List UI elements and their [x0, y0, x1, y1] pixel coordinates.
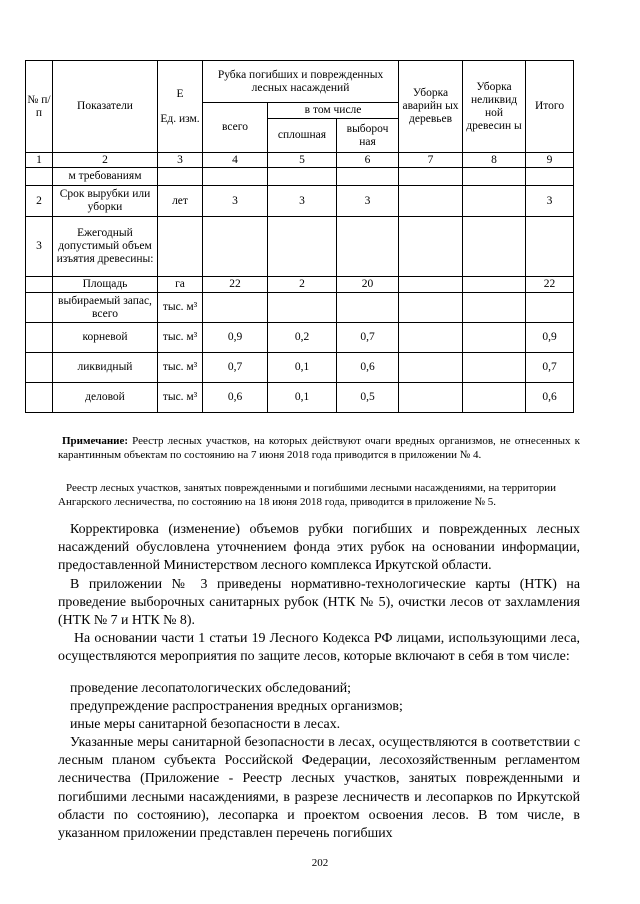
cell-unit: тыс. м³: [158, 293, 203, 323]
cell-indicator: корневой: [53, 323, 158, 353]
cell-illiquid: [463, 186, 526, 217]
cell-solid: [268, 293, 337, 323]
cell-itogo: [526, 168, 574, 186]
cell-num: [26, 383, 53, 413]
table-row: [26, 353, 574, 383]
cell-cleanup: [399, 277, 463, 293]
table-row: [26, 217, 574, 277]
cell-unit: га: [158, 277, 203, 293]
note-text-1: Реестр лесных участков, на которых действуют очаги вредных организмов, не отнесенных к карантинным объектам по состоянию на 7 июня 2018 года приводится в приложении № 4.: [58, 435, 580, 461]
header-indicators: Показатели: [53, 61, 158, 153]
col-number: 8: [463, 153, 526, 168]
header-including: в том числе: [268, 103, 399, 119]
cell-solid: [268, 217, 337, 277]
cell-num: [26, 277, 53, 293]
list-item: предупреждение распространения вредных организмов;: [70, 699, 403, 714]
cell-cleanup: [399, 168, 463, 186]
cell-illiquid: [463, 323, 526, 353]
cell-cleanup: [399, 383, 463, 413]
cell-selective: 0,5: [337, 383, 399, 413]
col-number: 5: [268, 153, 337, 168]
cell-cleanup: [399, 186, 463, 217]
cell-unit: лет: [158, 186, 203, 217]
header-illiquid: Уборка неликвид ной древесин ы: [463, 61, 526, 153]
forest-data-table: [25, 60, 574, 413]
col-number: 6: [337, 153, 399, 168]
list-item: иные меры санитарной безопасности в лесах.: [70, 717, 341, 732]
cell-selective: 0,7: [337, 323, 399, 353]
cell-illiquid: [463, 277, 526, 293]
note-paragraph-1: [58, 434, 580, 462]
cell-illiquid: [463, 217, 526, 277]
cell-itogo: 22: [526, 277, 574, 293]
cell-unit: [158, 217, 203, 277]
cell-indicator: Срок вырубки или уборки: [53, 186, 158, 217]
cell-solid: 0,1: [268, 383, 337, 413]
table-row: [26, 383, 574, 413]
table-row: [26, 168, 574, 186]
table-row: [26, 323, 574, 353]
cell-selective: 20: [337, 277, 399, 293]
cell-total: 0,9: [203, 323, 268, 353]
cell-indicator: Ежегодный допустимый объем изъятия древесины:: [53, 217, 158, 277]
cell-indicator: м требованиям: [53, 168, 158, 186]
header-solid: сплошная: [268, 119, 337, 153]
table-row: [26, 277, 574, 293]
cell-selective: [337, 168, 399, 186]
cell-solid: [268, 168, 337, 186]
table-row: [26, 186, 574, 217]
cell-total: 0,6: [203, 383, 268, 413]
cell-unit: [158, 168, 203, 186]
col-number: 7: [399, 153, 463, 168]
col-number: 4: [203, 153, 268, 168]
cell-cleanup: [399, 353, 463, 383]
cell-illiquid: [463, 293, 526, 323]
cell-itogo: 3: [526, 186, 574, 217]
cell-itogo: 0,9: [526, 323, 574, 353]
cell-total: 0,7: [203, 353, 268, 383]
cell-selective: [337, 293, 399, 323]
cell-total: [203, 217, 268, 277]
cell-num: 3: [26, 217, 53, 277]
cell-solid: 3: [268, 186, 337, 217]
cell-illiquid: [463, 353, 526, 383]
note-label: Примечание:: [62, 435, 129, 447]
page-number: 202: [311, 857, 329, 869]
cell-selective: 0,6: [337, 353, 399, 383]
cell-num: [26, 323, 53, 353]
cell-selective: [337, 217, 399, 277]
cell-total: [203, 293, 268, 323]
cell-itogo: 0,7: [526, 353, 574, 383]
col-number: 9: [526, 153, 574, 168]
header-selective: выбороч ная: [337, 119, 399, 153]
cell-solid: 0,1: [268, 353, 337, 383]
cell-solid: 0,2: [268, 323, 337, 353]
cell-itogo: [526, 293, 574, 323]
header-unit: [158, 61, 203, 153]
col-number: 3: [158, 153, 203, 168]
cell-indicator: ликвидный: [53, 353, 158, 383]
cell-cleanup: [399, 293, 463, 323]
table-row: [26, 293, 574, 323]
cell-cleanup: [399, 217, 463, 277]
cell-cleanup: [399, 323, 463, 353]
cell-illiquid: [463, 168, 526, 186]
cell-indicator: Площадь: [53, 277, 158, 293]
header-rubka: Рубка погибших и поврежденных лесных насаждений: [203, 61, 399, 103]
header-cleanup: Уборка аварийн ых деревьев: [399, 61, 463, 153]
cell-num: [26, 353, 53, 383]
paragraph-measures: Указанные меры санитарной безопасности в лесах, осуществляются в соответствии с лесным планом субъекта Российской Федерации, лесохозяйственным регламентом лесничества (Приложение - Реестр лесных участков, занятых поврежденными и погибшими лесными насаждениями, в разрезе лесничеств и лесопарков по Иркутской области по состоянию), лесопарка и проектом освоения лесов. В том числе, в указанном приложении представлен перечень погибших: [58, 735, 580, 842]
paragraph-ntk: В приложении № 3 приведены нормативно-технологические карты (НТК) на проведение выборочных санитарных рубок (НТК № 5), очистки лесов от захламления (НТК № 7 и НТК № 8).: [58, 577, 580, 629]
cell-itogo: [526, 217, 574, 277]
cell-solid: 2: [268, 277, 337, 293]
list-item: проведение лесопатологических обследований;: [70, 681, 352, 696]
cell-unit: тыс. м³: [158, 323, 203, 353]
cell-selective: 3: [337, 186, 399, 217]
cell-num: 2: [26, 186, 53, 217]
header-unit-e: Е: [176, 87, 184, 100]
header-total: всего: [203, 103, 268, 153]
col-number: 1: [26, 153, 53, 168]
note-text-2: Реестр лесных участков, занятых поврежденными и погибшими лесными насаждениями, на территории Ангарского лесничества, по состоянию на 18 июня 2018 года, приводится в приложение № 5.: [58, 482, 556, 508]
column-numbers-row: [26, 153, 574, 168]
header-unit-label: Ед. изм.: [160, 112, 200, 125]
header-num: № п/п: [26, 61, 53, 153]
cell-indicator: деловой: [53, 383, 158, 413]
cell-total: 22: [203, 277, 268, 293]
cell-unit: тыс. м³: [158, 353, 203, 383]
cell-num: [26, 293, 53, 323]
header-total-sum: Итого: [526, 61, 574, 153]
cell-itogo: 0,6: [526, 383, 574, 413]
cell-num: [26, 168, 53, 186]
col-number: 2: [53, 153, 158, 168]
cell-unit: тыс. м³: [158, 383, 203, 413]
paragraph-forest-code: На основании части 1 статьи 19 Лесного Кодекса РФ лицами, использующими леса, осуществляются мероприятия по защите лесов, которые включают в себя в том числе:: [58, 631, 580, 665]
cell-total: 3: [203, 186, 268, 217]
cell-indicator: выбираемый запас, всего: [53, 293, 158, 323]
cell-illiquid: [463, 383, 526, 413]
paragraph-correction: Корректировка (изменение) объемов рубки погибших и поврежденных лесных насаждений обусловлена уточнением фонда этих рубок на основании информации, предоставленной Министерством леcного комплекса Иркутской области.: [58, 522, 580, 574]
cell-total: [203, 168, 268, 186]
